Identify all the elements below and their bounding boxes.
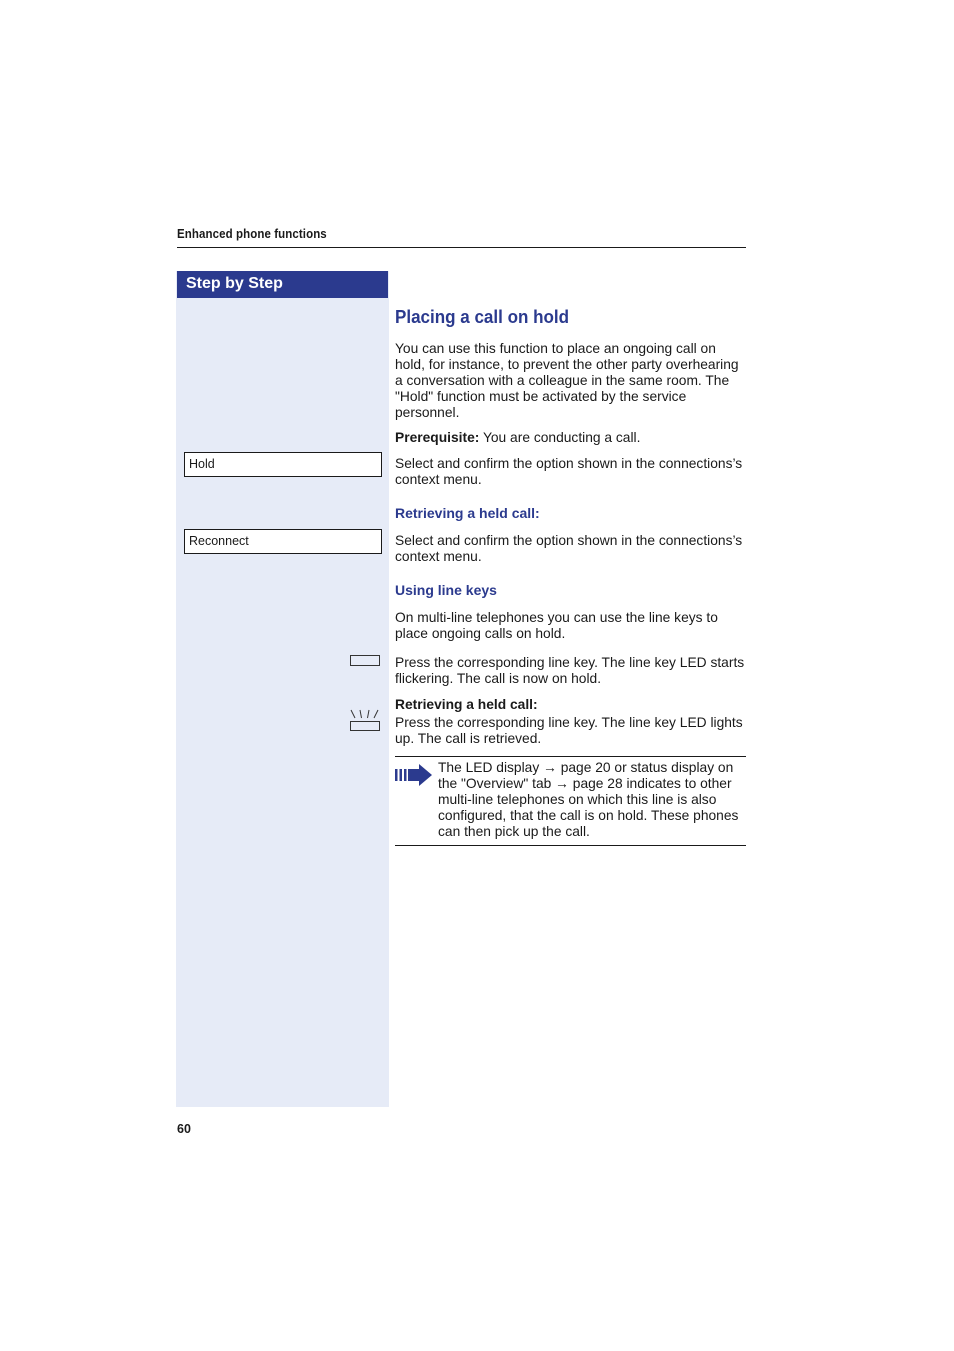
page-number: 60 <box>177 1122 191 1136</box>
menu-option-reconnect: Reconnect <box>184 529 382 554</box>
menu-option-hold: Hold <box>184 452 382 477</box>
blinking-line-key-icon <box>349 708 381 732</box>
section-header: Enhanced phone functions <box>177 227 327 241</box>
header-rule <box>177 247 746 248</box>
select-reconnect-instruction: Select and confirm the option shown in the connections’s context menu. <box>395 533 743 564</box>
line-keys-intro: On multi-line telephones you can use the line keys to place ongoing calls on hold. <box>395 610 718 641</box>
press-line-key-retrieve-instruction: Press the corresponding line key. The line key LED lights up. The call is retrieved. <box>395 715 743 746</box>
note-text <box>438 760 746 840</box>
select-hold-instruction: Select and confirm the option shown in the connections’s context menu. <box>395 456 743 487</box>
note-arrow-icon <box>395 764 433 786</box>
note-bottom-rule <box>395 845 746 846</box>
note-part-3: page 28 indicates to other multi-line telephones on which this line is also configured, that the call is on hold. These phones can then pick up the call. <box>438 776 739 839</box>
press-line-key-instruction: Press the corresponding line key. The line key LED starts flickering. The call is now on hold. <box>395 655 745 686</box>
line-key-icon <box>350 655 380 666</box>
note-top-rule <box>395 756 746 757</box>
line-keys-heading: Using line keys <box>395 582 497 598</box>
note-part-2: page 20 or status display on the "Overview" tab <box>438 760 734 791</box>
prerequisite-label: Prerequisite: <box>395 430 480 445</box>
retrieving-heading: Retrieving a held call: <box>395 505 540 521</box>
prerequisite-line <box>395 430 746 446</box>
retrieving-heading-2: Retrieving a held call: <box>395 697 538 712</box>
prerequisite-text: You are conducting a call. <box>479 430 641 445</box>
page-title: Placing a call on hold <box>395 306 570 327</box>
intro-paragraph: You can use this function to place an ongoing call on hold, for instance, to prevent the other party overhearing a conversation with a colleague in the same room. The "Hold" function must be activated by the service personnel. <box>395 341 739 420</box>
step-by-step-sidebar <box>176 271 389 1107</box>
note-arrow-2: → <box>555 776 569 791</box>
note-arrow-1: → <box>543 760 557 775</box>
note-part-1: The LED display <box>438 760 544 775</box>
sidebar-title: Step by Step <box>177 271 388 298</box>
